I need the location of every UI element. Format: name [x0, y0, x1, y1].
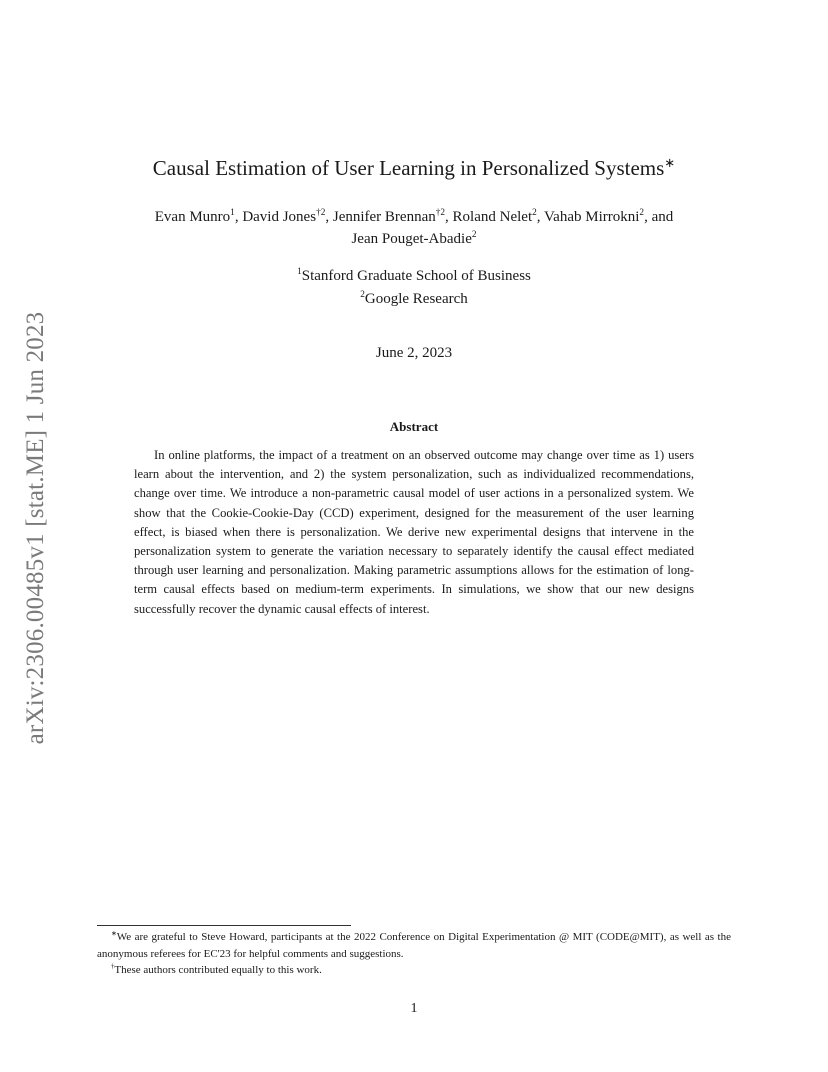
affiliation-name: Google Research [364, 291, 468, 307]
footnote [97, 929, 731, 962]
author-affiliation-mark: 2 [639, 208, 645, 218]
footnote-divider [97, 925, 351, 926]
footnotes [97, 929, 731, 979]
footnote-text: These authors contributed equally to this work. [114, 964, 322, 976]
author-name: Jean Pouget-Abadie [351, 231, 472, 247]
author-separator: , and [644, 209, 674, 225]
paper-title-text: Causal Estimation of User Learning in Personalized Systems [152, 156, 665, 180]
paper-date: June 2, 2023 [375, 345, 453, 361]
abstract-text: In online platforms, the impact of a treatment on an observed outcome may change over time as 1) users learn about the intervention, and 2) the system personalization, such as individualized recommendations, change over time. We introduce a non-parametric causal model of user actions in a personalized system. We show that the Cookie-Cookie-Day (CCD) experiment, designed for the measurement of the user learning effect, is biased when there is personalization. We derive new experimental designs that intervene in the personalization system to generate the variation necessary to separately identify the causal effect mediated through user learning and personalization. Making parametric assumptions allows for the estimation of long-term causal effects based on medium-term experiments. In simulations, we show that our new designs successfully recover the dynamic causal effects of interest. [134, 448, 694, 616]
affiliation [0, 291, 828, 308]
author-name: Evan Munro [154, 209, 231, 225]
author-affiliation-mark: 1 [230, 208, 235, 218]
author [544, 209, 673, 225]
author-separator: , [445, 209, 453, 225]
affiliation [0, 268, 828, 285]
footnote-text: We are grateful to Steve Howard, participants at the 2022 Conference on Digital Experimentation @ MIT (CODE@MIT), as well as the anonymous referees for EC'23 for helpful comments and suggestions. [97, 931, 731, 960]
author [242, 209, 333, 225]
author-separator: , [234, 209, 243, 225]
page-number: 1 [410, 1001, 418, 1016]
author-name: Roland Nelet [452, 209, 533, 225]
author [453, 209, 544, 225]
arxiv-identifier: arXiv:2306.00485v1 [stat.ME] 1 Jun 2023 [22, 311, 49, 745]
author-affiliation-mark: †2 [316, 208, 326, 218]
author [351, 231, 476, 247]
abstract-heading: Abstract [389, 419, 439, 434]
author [333, 209, 453, 225]
footnote [97, 962, 731, 979]
author-name: David Jones [242, 209, 317, 225]
title-footnote-mark: ∗ [664, 155, 676, 170]
author-list [100, 206, 728, 250]
author-affiliation-mark: †2 [435, 208, 446, 218]
author-name: Jennifer Brennan [332, 209, 436, 225]
author-separator: , [536, 209, 545, 225]
author [155, 209, 243, 225]
affiliation-name: Stanford Graduate School of Business [301, 268, 531, 284]
author-affiliation-mark: 2 [532, 208, 537, 218]
author-affiliation-mark: 2 [471, 230, 477, 240]
footnote-mark: † [111, 963, 115, 971]
author-name: Vahab Mirrokni [544, 209, 640, 225]
paper-title [0, 156, 828, 181]
footnote-mark: ∗ [111, 930, 117, 938]
affiliation-mark: 1 [297, 267, 302, 277]
author-separator: , [325, 209, 333, 225]
affiliation-mark: 2 [360, 290, 365, 300]
